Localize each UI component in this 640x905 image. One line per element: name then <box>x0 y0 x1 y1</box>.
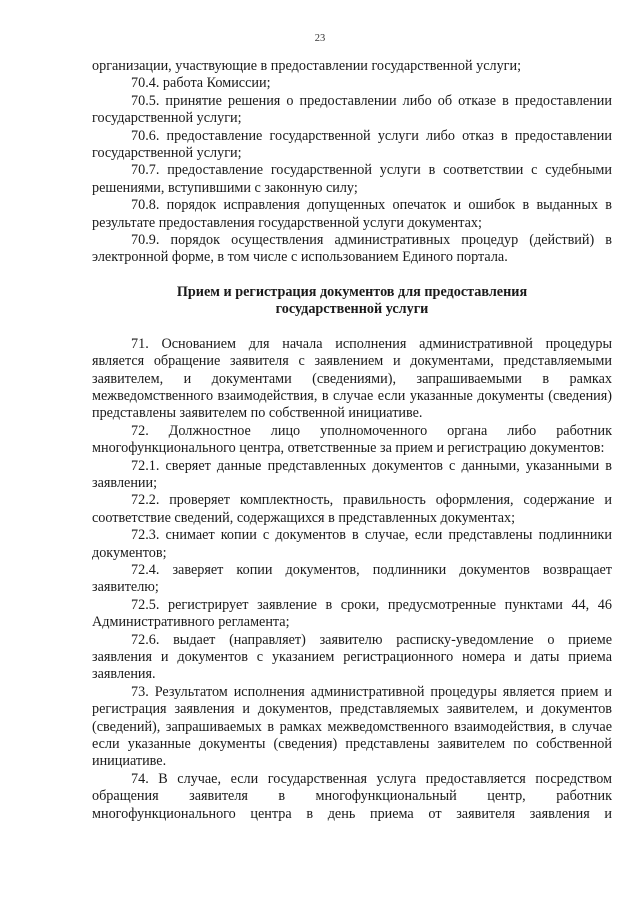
paragraph: 72.5. регистрирует заявление в сроки, предусмотренные пунктами 44, 46 Административного регламента; <box>92 596 612 631</box>
paragraph: 74. В случае, если государственная услуга предоставляется посредством обращения заявителя в многофункциональный центр, работник многофункционального центра в день приема от заявителя заявления и <box>92 770 612 822</box>
paragraph: 70.5. принятие решения о предоставлении либо об отказе в предоставлении государственной услуги; <box>92 92 612 127</box>
paragraph: 70.4. работа Комиссии; <box>131 75 271 92</box>
paragraph: 72.2. проверяет комплектность, правильность оформления, содержание и соответствие сведений, содержащихся в представленных документах; <box>92 492 612 526</box>
paragraph: 70.6. предоставление государственной услуги либо отказ в предоставлении государственной услуги; <box>92 127 612 162</box>
page-number: 23 <box>314 33 326 44</box>
section-heading <box>92 284 612 319</box>
paragraph: организации, участвующие в предоставлении государственной услуги; <box>92 58 522 74</box>
paragraph: 73. Результатом исполнения административной процедуры является прием и регистрация заявления и документов, представляемых заявителем, и документов (сведений), запрашиваемых в рамках межведомственного взаимодействия, в случае если указанные документы (сведения) представлены заявителем по собственной инициативе. <box>92 683 612 770</box>
paragraph: 72.1. сверяет данные представленных документов с данными, указанными в заявлении; <box>92 457 612 491</box>
paragraph: 70.9. порядок осуществления административных процедур (действий) в электронной форме, в том числе с использованием Единого портала. <box>92 232 612 266</box>
paragraph: 72.4. заверяет копии документов, подлинники документов возвращает заявителю; <box>92 561 612 596</box>
section-heading-line: государственной услуги <box>275 301 429 318</box>
paragraph: 70.8. порядок исправления допущенных опечаток и ошибок в выданных в результате предоставления государственной услуги документах; <box>92 197 612 231</box>
paragraph: 70.7. предоставление государственной услуги в соответствии с судебными решениями, вступившими с законную силу; <box>92 162 612 196</box>
paragraph: 72.3. снимает копии с документов в случае, если представлены подлинники документов; <box>92 527 612 561</box>
section-heading-line: Прием и регистрация документов для предоставления <box>176 283 528 300</box>
paragraph: 71. Основанием для начала исполнения административной процедуры является обращение заявителя с заявлением и документами, представляемыми заявителем, и документами (сведениями), запрашиваемыми в рамках межведомственного взаимодействия, в случае если указанные документы (сведения) представлены заявителем по собственной инициативе. <box>92 335 612 422</box>
paragraph: 72.6. выдает (направляет) заявителю расписку-уведомление о приеме заявления и документов с указанием регистрационного номера и даты приема заявления. <box>92 631 612 683</box>
document-body <box>92 58 612 823</box>
paragraph: 72. Должностное лицо уполномоченного органа либо работник многофункционального центра, ответственные за прием и регистрацию документов: <box>92 422 612 457</box>
